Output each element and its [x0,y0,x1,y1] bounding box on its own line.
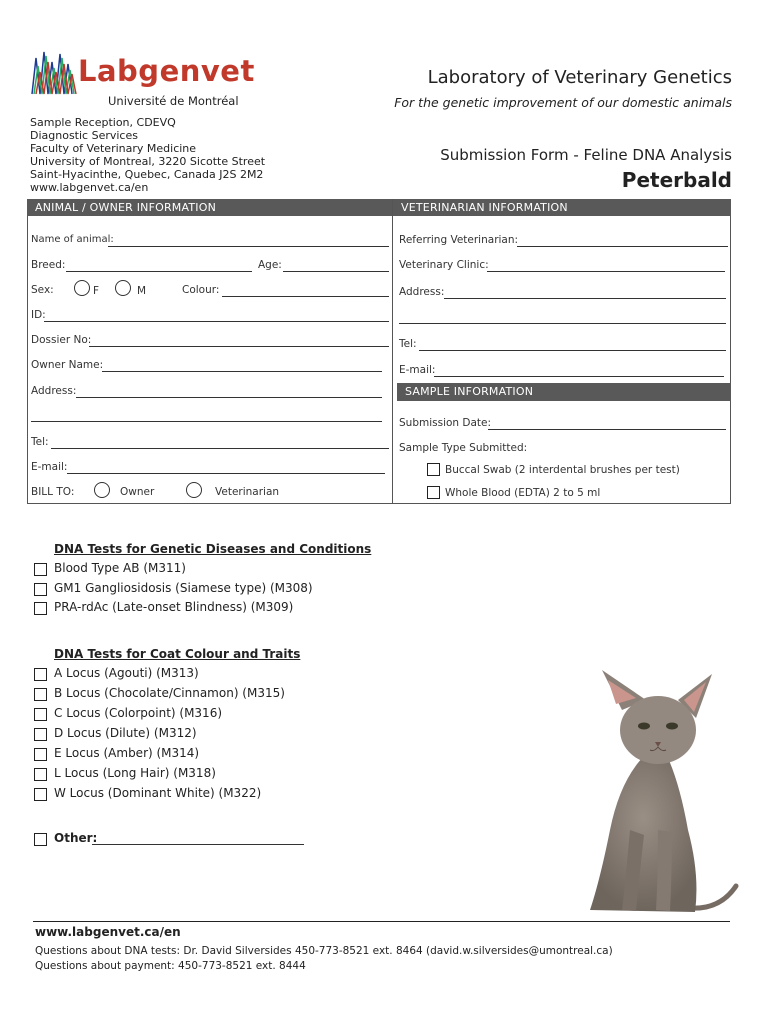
other-checkbox[interactable] [34,833,47,846]
bill-vet-radio[interactable] [186,482,202,498]
owner-tel-field[interactable] [51,438,389,449]
column-divider [392,199,393,504]
animal-name-label: Name of animal: [31,234,114,245]
buccal-swab-label: Buccal Swab (2 interdental brushes per test) [445,464,680,476]
whole-blood-label: Whole Blood (EDTA) 2 to 5 ml [445,487,601,499]
vet-clinic-label: Veterinary Clinic: [399,259,489,271]
test-label: PRA-rdAc (Late-onset Blindness) (M309) [54,600,294,614]
sex-label: Sex: [31,284,54,296]
vet-address-field[interactable] [444,288,726,299]
colour-label: Colour: [182,284,220,296]
owner-tel-label: Tel: [31,436,49,448]
address-line: Saint-Hyacinthe, Quebec, Canada J2S 2M2 [30,168,264,181]
coat-tests-title: DNA Tests for Coat Colour and Traits [54,647,301,661]
vet-address-label: Address: [399,286,445,298]
footer-dna-contact: Questions about DNA tests: Dr. David Silversides 450-773-8521 ext. 8464 (david.w.silversides@umontreal.ca) [35,945,613,957]
referring-vet-field[interactable] [517,236,728,247]
logo-name: Labgenvet [78,54,255,88]
owner-address-field-2[interactable] [31,411,382,422]
vet-clinic-field[interactable] [487,261,725,272]
test-label: B Locus (Chocolate/Cinnamon) (M315) [54,686,285,700]
sample-section-header: SAMPLE INFORMATION [397,383,731,401]
address-line: Sample Reception, CDEVQ [30,116,176,129]
vet-section-header: VETERINARIAN INFORMATION [393,199,731,216]
footer-rule [33,921,730,922]
test-checkbox[interactable] [34,688,47,701]
test-label: GM1 Gangliosidosis (Siamese type) (M308) [54,581,313,595]
bill-vet-label: Veterinarian [215,486,280,498]
logo-subtitle: Université de Montréal [108,94,239,108]
address-link[interactable]: www.labgenvet.ca/en [30,181,149,194]
other-label: Other: [54,831,98,845]
test-checkbox[interactable] [34,728,47,741]
address-line: University of Montreal, 3220 Sicotte Street [30,155,266,168]
address-line: Diagnostic Services [30,129,138,142]
sex-m-label: M [137,285,147,297]
test-checkbox[interactable] [34,708,47,721]
test-checkbox[interactable] [34,788,47,801]
test-checkbox[interactable] [34,563,47,576]
vet-email-label: E-mail: [399,364,436,376]
test-checkbox[interactable] [34,602,47,615]
test-checkbox[interactable] [34,768,47,781]
owner-email-label: E-mail: [31,461,68,473]
test-label: D Locus (Dilute) (M312) [54,726,197,740]
whole-blood-checkbox[interactable] [427,486,440,499]
sample-type-label: Sample Type Submitted: [399,442,528,454]
dossier-field[interactable] [89,336,389,347]
footer-url[interactable]: www.labgenvet.ca/en [35,925,181,939]
owner-name-field[interactable] [102,361,382,372]
sphynx-cat-image [560,660,740,920]
footer-payment-contact: Questions about payment: 450-773-8521 ext. 8444 [35,960,306,972]
test-label: L Locus (Long Hair) (M318) [54,766,216,780]
test-checkbox[interactable] [34,668,47,681]
bill-to-label: BILL TO: [31,486,75,498]
owner-email-field[interactable] [67,463,385,474]
age-field[interactable] [283,261,389,272]
breed-label: Breed: [31,259,66,271]
test-checkbox[interactable] [34,583,47,596]
bill-owner-label: Owner [120,486,155,498]
bill-owner-radio[interactable] [94,482,110,498]
age-label: Age: [258,259,282,271]
sex-f-label: F [93,285,100,297]
lab-address [30,116,265,194]
vet-tel-label: Tel: [399,338,417,350]
dossier-label: Dossier No: [31,334,92,346]
owner-address-label: Address: [31,385,77,397]
other-field[interactable] [92,834,304,845]
vet-address-field-2[interactable] [399,313,726,324]
tagline: For the genetic improvement of our domestic animals [394,95,732,110]
id-field[interactable] [44,311,389,322]
owner-name-label: Owner Name: [31,359,104,371]
owner-address-field[interactable] [76,387,382,398]
animal-name-field[interactable] [108,236,389,247]
vet-tel-field[interactable] [419,340,726,351]
test-checkbox[interactable] [34,748,47,761]
test-label: A Locus (Agouti) (M313) [54,666,199,680]
submission-date-field[interactable] [488,419,726,430]
test-label: W Locus (Dominant White) (M322) [54,786,262,800]
buccal-swab-checkbox[interactable] [427,463,440,476]
owner-section-header: ANIMAL / OWNER INFORMATION [27,199,392,216]
disease-tests-title: DNA Tests for Genetic Diseases and Conditions [54,542,372,556]
id-label: ID: [31,309,46,321]
breed-field[interactable] [66,261,252,272]
form-title: Submission Form - Feline DNA Analysis [440,146,732,164]
sex-f-radio[interactable] [74,280,90,296]
address-line: Faculty of Veterinary Medicine [30,142,197,155]
sex-m-radio[interactable] [115,280,131,296]
submission-date-label: Submission Date: [399,417,492,429]
logo [30,48,255,110]
colour-field[interactable] [222,286,389,297]
referring-vet-label: Referring Veterinarian: [399,234,519,246]
dna-wave-icon [30,48,80,96]
test-label: C Locus (Colorpoint) (M316) [54,706,223,720]
breed-title: Peterbald [621,168,732,192]
test-label: Blood Type AB (M311) [54,561,186,575]
test-label: E Locus (Amber) (M314) [54,746,200,760]
lab-title: Laboratory of Veterinary Genetics [427,67,732,88]
vet-email-field[interactable] [434,366,724,377]
